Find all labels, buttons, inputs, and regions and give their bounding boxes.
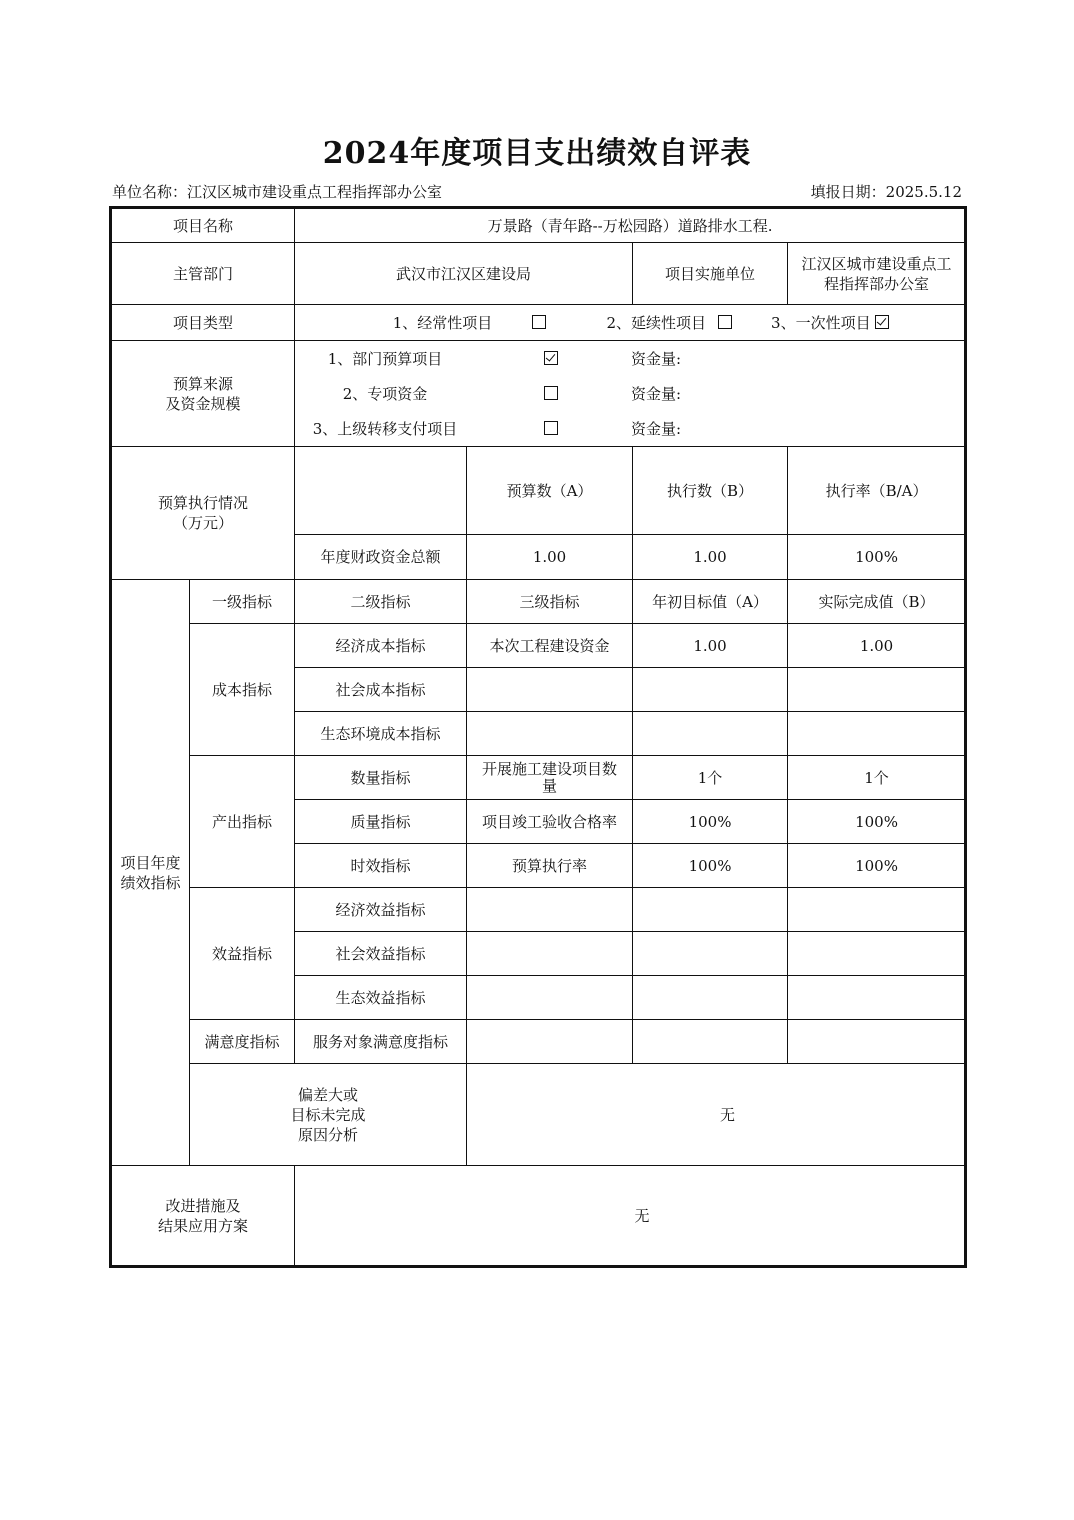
budget-item-2-label: 2、专项资金: [342, 384, 428, 403]
unit-name: 单位名称：江汉区城市建设重点工程指挥部办公室: [112, 183, 443, 201]
indicator-level2: 经济成本指标: [295, 624, 467, 668]
type-option-3-label: 3、一次性项目: [771, 313, 871, 332]
execution-blank: [295, 447, 467, 535]
indicator-level3: [467, 1020, 633, 1064]
project-name-value: 万景路（青年路--万松园路）道路排水工程.: [295, 208, 966, 243]
indicator-header-level1: 一级指标: [190, 580, 295, 624]
indicator-level3: [467, 712, 633, 756]
report-date: 填报日期：2025.5.12: [810, 183, 962, 201]
type-option-1-label: 1、经常性项目: [392, 313, 493, 332]
indicator-level2: 生态环境成本指标: [295, 712, 467, 756]
indicator-target: [633, 712, 788, 756]
improvement-value[interactable]: 无: [295, 1166, 966, 1267]
type-option-2-label: 2、延续性项目: [606, 313, 707, 332]
execution-header-b: 执行数（B）: [633, 447, 788, 535]
indicator-level3: 预算执行率: [467, 844, 633, 888]
type-option-1[interactable]: [371, 313, 567, 333]
execution-value-rate: 100%: [788, 535, 966, 580]
indicator-header-actual: 实际完成值（B）: [788, 580, 966, 624]
checkbox-icon[interactable]: [544, 386, 558, 400]
indicator-target: [633, 888, 788, 932]
indicator-target: 100%: [633, 844, 788, 888]
impl-unit-label: 项目实施单位: [633, 243, 788, 305]
indicator-actual: 1.00: [788, 624, 966, 668]
indicator-level2: 经济效益指标: [295, 888, 467, 932]
budget-item-2: [299, 376, 961, 411]
table-row: [111, 888, 966, 932]
indicator-actual: [788, 668, 966, 712]
project-type-label: 项目类型: [111, 305, 295, 341]
indicator-level3: 本次工程建设资金: [467, 624, 633, 668]
indicator-actual: [788, 976, 966, 1020]
indicator-actual: [788, 1020, 966, 1064]
indicator-section-label: 项目年度 绩效指标: [111, 580, 190, 1166]
budget-item-1: [299, 341, 961, 376]
checkbox-icon[interactable]: [532, 315, 546, 329]
budget-item-3: [299, 411, 961, 446]
indicator-header-level3: 三级指标: [467, 580, 633, 624]
indicator-actual: 1个: [788, 756, 966, 800]
execution-value-b: 1.00: [633, 535, 788, 580]
indicator-actual: [788, 712, 966, 756]
indicator-target: [633, 932, 788, 976]
type-option-3[interactable]: [771, 313, 889, 333]
indicator-level3: [467, 932, 633, 976]
type-option-2[interactable]: [572, 313, 766, 333]
budget-item-2-amount: 资金量:: [631, 384, 682, 403]
row-project-name: [111, 208, 966, 243]
row-execution-header: [111, 447, 966, 535]
table-row: [111, 756, 966, 800]
indicator-target: [633, 668, 788, 712]
indicator-level2: 数量指标: [295, 756, 467, 800]
row-indicator-header: [111, 580, 966, 624]
indicator-level2: 社会效益指标: [295, 932, 467, 976]
table-row: [111, 1020, 966, 1064]
execution-value-a: 1.00: [467, 535, 633, 580]
indicator-actual: [788, 932, 966, 976]
indicator-header-level2: 二级指标: [295, 580, 467, 624]
indicator-group-cost: 成本指标: [190, 624, 295, 756]
indicator-header-target: 年初目标值（A）: [633, 580, 788, 624]
indicator-group-output: 产出指标: [190, 756, 295, 888]
table-row: [111, 624, 966, 668]
indicator-target: 1个: [633, 756, 788, 800]
indicator-level2: 时效指标: [295, 844, 467, 888]
project-type-options: [295, 305, 966, 341]
row-deviation: [111, 1064, 966, 1166]
budget-item-1-amount: 资金量:: [631, 349, 682, 368]
indicator-level3: [467, 976, 633, 1020]
budget-item-1-label: 1、部门预算项目: [327, 349, 443, 368]
indicator-level3: [467, 668, 633, 712]
checkbox-icon[interactable]: [544, 421, 558, 435]
indicator-level3: 项目竣工验收合格率: [467, 800, 633, 844]
budget-item-3-label: 3、上级转移支付项目: [312, 419, 458, 438]
row-improvement: [111, 1166, 966, 1267]
execution-row-label: 年度财政资金总额: [295, 535, 467, 580]
indicator-level2: 生态效益指标: [295, 976, 467, 1020]
indicator-target: [633, 1020, 788, 1064]
execution-header-rate: 执行率（B/A）: [788, 447, 966, 535]
budget-item-3-amount: 资金量:: [631, 419, 682, 438]
indicator-target: 100%: [633, 800, 788, 844]
deviation-label: 偏差大或 目标未完成 原因分析: [190, 1064, 467, 1166]
project-name-label: 项目名称: [111, 208, 295, 243]
row-project-type: [111, 305, 966, 341]
indicator-level2: 质量指标: [295, 800, 467, 844]
performance-table: [109, 206, 967, 1268]
indicator-target: 1.00: [633, 624, 788, 668]
indicator-level2: 社会成本指标: [295, 668, 467, 712]
indicator-group-satisfaction: 满意度指标: [190, 1020, 295, 1064]
budget-source-items: [295, 341, 966, 447]
deviation-value[interactable]: 无: [467, 1064, 966, 1166]
indicator-level3: [467, 888, 633, 932]
row-budget-source: [111, 341, 966, 447]
execution-label: 预算执行情况 （万元）: [111, 447, 295, 580]
department-label: 主管部门: [111, 243, 295, 305]
indicator-level3: 开展施工建设项目数 量: [467, 756, 633, 800]
indicator-actual: 100%: [788, 800, 966, 844]
indicator-actual: 100%: [788, 844, 966, 888]
indicator-group-benefit: 效益指标: [190, 888, 295, 1020]
indicator-target: [633, 976, 788, 1020]
checkbox-icon[interactable]: [718, 315, 732, 329]
execution-header-a: 预算数（A）: [467, 447, 633, 535]
impl-unit-value: 江汉区城市建设重点工 程指挥部办公室: [788, 243, 966, 305]
department-value: 武汉市江汉区建设局: [295, 243, 633, 305]
budget-source-label: 预算来源 及资金规模: [111, 341, 295, 447]
checkbox-checked-icon[interactable]: [544, 351, 558, 365]
row-department: [111, 243, 966, 305]
page-title: 2024年度项目支出绩效自评表: [322, 136, 752, 171]
checkbox-checked-icon[interactable]: [875, 315, 889, 329]
improvement-label: 改进措施及 结果应用方案: [111, 1166, 295, 1267]
indicator-actual: [788, 888, 966, 932]
indicator-level2: 服务对象满意度指标: [295, 1020, 467, 1064]
